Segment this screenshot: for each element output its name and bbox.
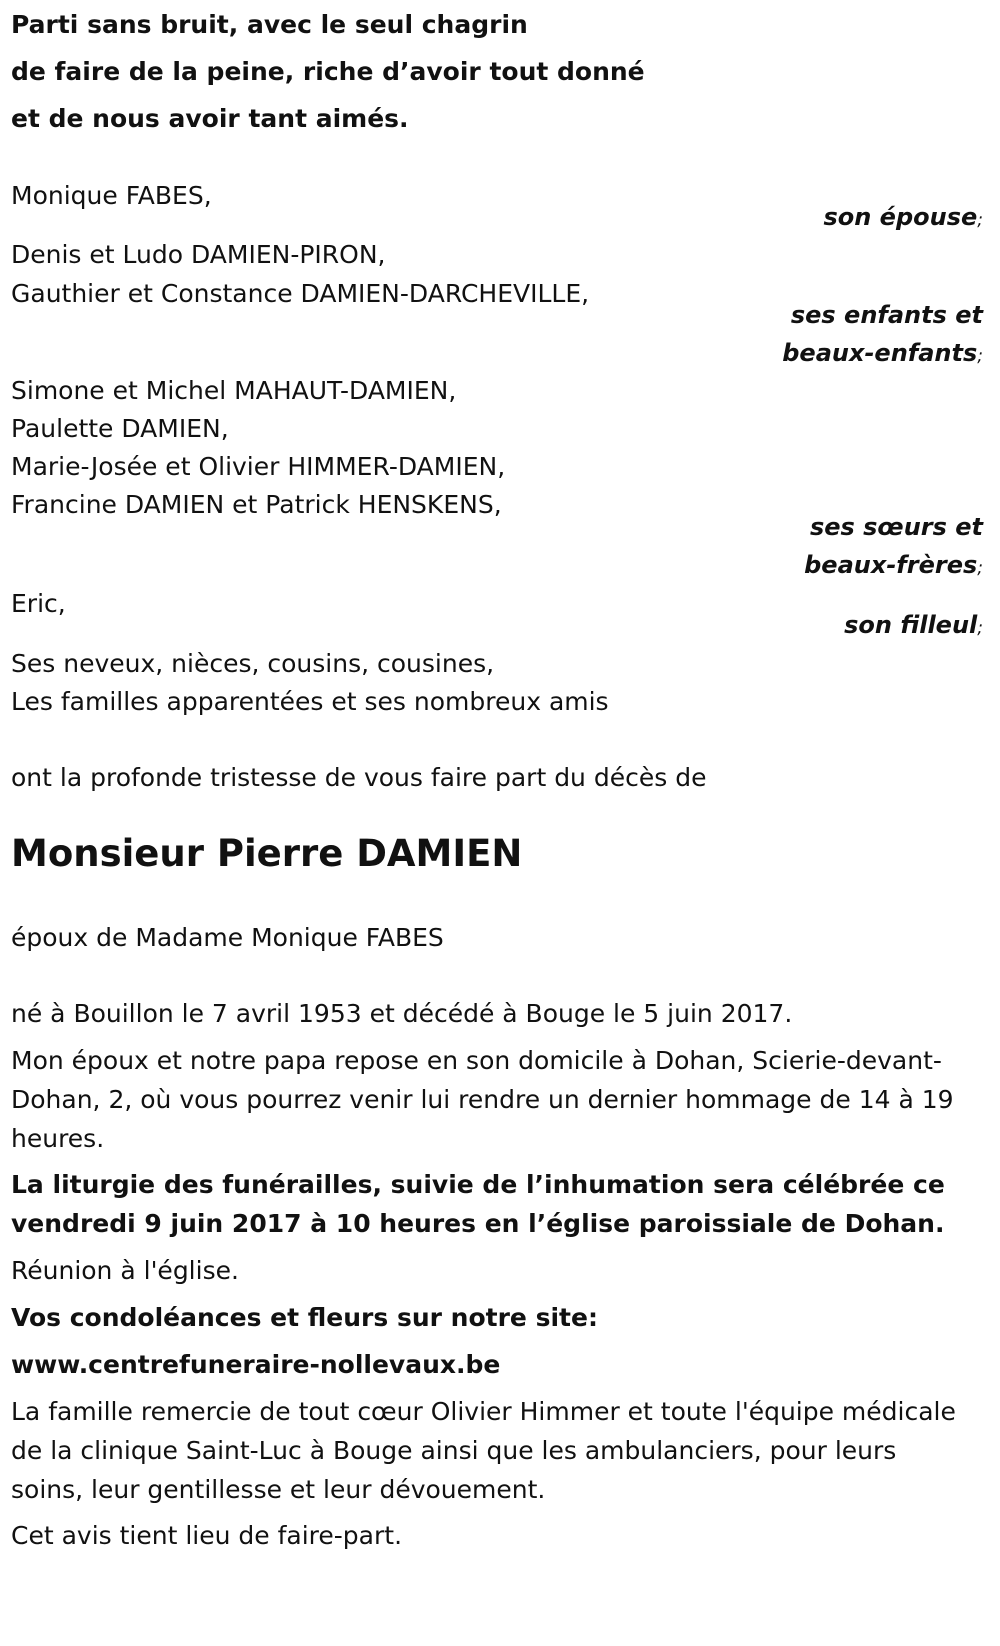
intro-line-3: et de nous avoir tant aimés. [11,104,409,133]
child-name: Gauthier et Constance DAMIEN-DARCHEVILLE, [11,279,590,308]
thanks: La famille remercie de tout cœur Olivier Himmer et toute l'équipe médicale de la clinique Saint-Luc à Bouge ainsi que les ambulanciers, pour leurs soins, leur gentillesse et leur dévouement. [11,1397,956,1504]
intro-line-2: de faire de la peine, riche d’avoir tout donné [11,57,645,86]
spouse-of: époux de Madame Monique FABES [11,923,444,952]
meeting: Réunion à l'église. [11,1256,239,1285]
spouse-name: Monique FABES, [11,181,212,210]
children-role-line-2: beaux-enfants; [782,339,983,367]
website-link[interactable]: www.centrefuneraire-nollevaux.be [11,1350,501,1379]
condolences-label: Vos condoléances et fleurs sur notre site: [11,1303,598,1332]
sibling-name: Francine DAMIEN et Patrick HENSKENS, [11,490,502,519]
godson-role: son filleul; [844,611,983,639]
sibling-name: Simone et Michel MAHAUT-DAMIEN, [11,376,457,405]
godson-name: Eric, [11,589,66,618]
child-name: Denis et Ludo DAMIEN-PIRON, [11,240,386,269]
other-relatives: Ses neveux, nièces, cousins, cousines, [11,649,495,678]
liturgy: La liturgie des funérailles, suivie de l’inhumation sera célébrée ce vendredi 9 juin 2017 à 10 heures en l’église paroissiale de Dohan. [11,1170,945,1238]
other-relatives: Les familles apparentées et ses nombreux amis [11,687,609,716]
intro-line-1: Parti sans bruit, avec le seul chagrin [11,10,528,39]
birth-death: né à Bouillon le 7 avril 1953 et décédé à Bouge le 5 juin 2017. [11,999,793,1028]
announcement: ont la profonde tristesse de vous faire part du décès de [11,763,707,792]
closing: Cet avis tient lieu de faire-part. [11,1521,403,1550]
rest-place: Mon époux et notre papa repose en son domicile à Dohan, Scierie-devant-Dohan, 2, où vous pourrez venir lui rendre un dernier hommage de 14 à 19 heures. [11,1046,954,1153]
sibling-name: Marie-Josée et Olivier HIMMER-DAMIEN, [11,452,506,481]
children-role-line-1: ses enfants et [790,301,983,329]
sibling-name: Paulette DAMIEN, [11,414,229,443]
siblings-role-line-1: ses sœurs et [809,513,983,541]
spouse-role: son épouse; [823,203,983,231]
deceased-name: Monsieur Pierre DAMIEN [11,832,523,875]
siblings-role-line-2: beaux-frères; [804,551,983,579]
